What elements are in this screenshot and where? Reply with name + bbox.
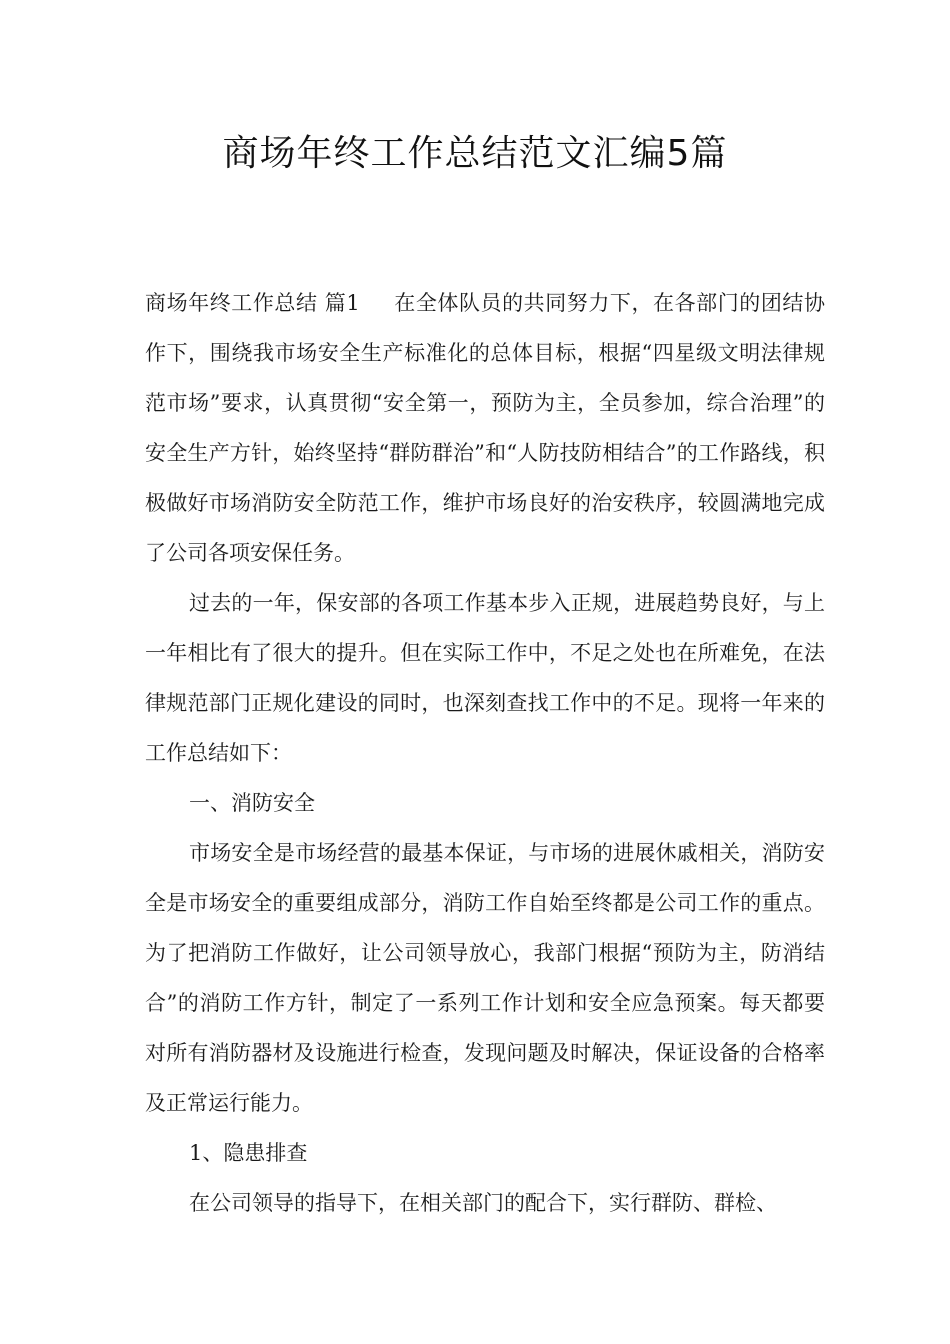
paragraph-intro (145, 278, 825, 578)
paragraph-1-text: 在全体队员的共同努力下，在各部门的团结协作下，围绕我市场安全生产标准化的总体目标，根据“四星级文明法律规范市场”要求，认真贯彻“安全第一，预防为主，全员参加，综合治理”的安全生产方针，始终坚持“群防群治”和“人防技防相结合”的工作路线，积极做好市场消防安全防范工作，维护市场良好的治安秩序，较圆满地完成了公司各项安保任务。 (145, 291, 825, 565)
paragraph-2: 过去的一年，保安部的各项工作基本步入正规，进展趋势良好，与上一年相比有了很大的提升。但在实际工作中，不足之处也在所难免，在法律规范部门正规化建设的同时，也深刻查找工作中的不足。现将一年来的工作总结如下： (145, 591, 825, 765)
section-heading-fire-safety: 一、消防安全 (189, 791, 315, 815)
subsection-heading-hazard-check: 1、隐患排查 (189, 1141, 308, 1165)
intro-heading: 商场年终工作总结 篇1 (145, 291, 360, 315)
paragraph-4: 在公司领导的指导下，在相关部门的配合下，实行群防、群检、 (189, 1191, 777, 1215)
document-title: 商场年终工作总结范文汇编5篇 (222, 133, 728, 174)
document-body (145, 278, 825, 1228)
paragraph-3: 市场安全是市场经营的最基本保证，与市场的进展休戚相关，消防安全是市场安全的重要组成部分，消防工作自始至终都是公司工作的重点。为了把消防工作做好，让公司领导放心，我部门根据“预防为主，防消结合”的消防工作方针，制定了一系列工作计划和安全应急预案。每天都要对所有消防器材及设施进行检查，发现问题及时解决，保证设备的合格率及正常运行能力。 (145, 841, 825, 1115)
